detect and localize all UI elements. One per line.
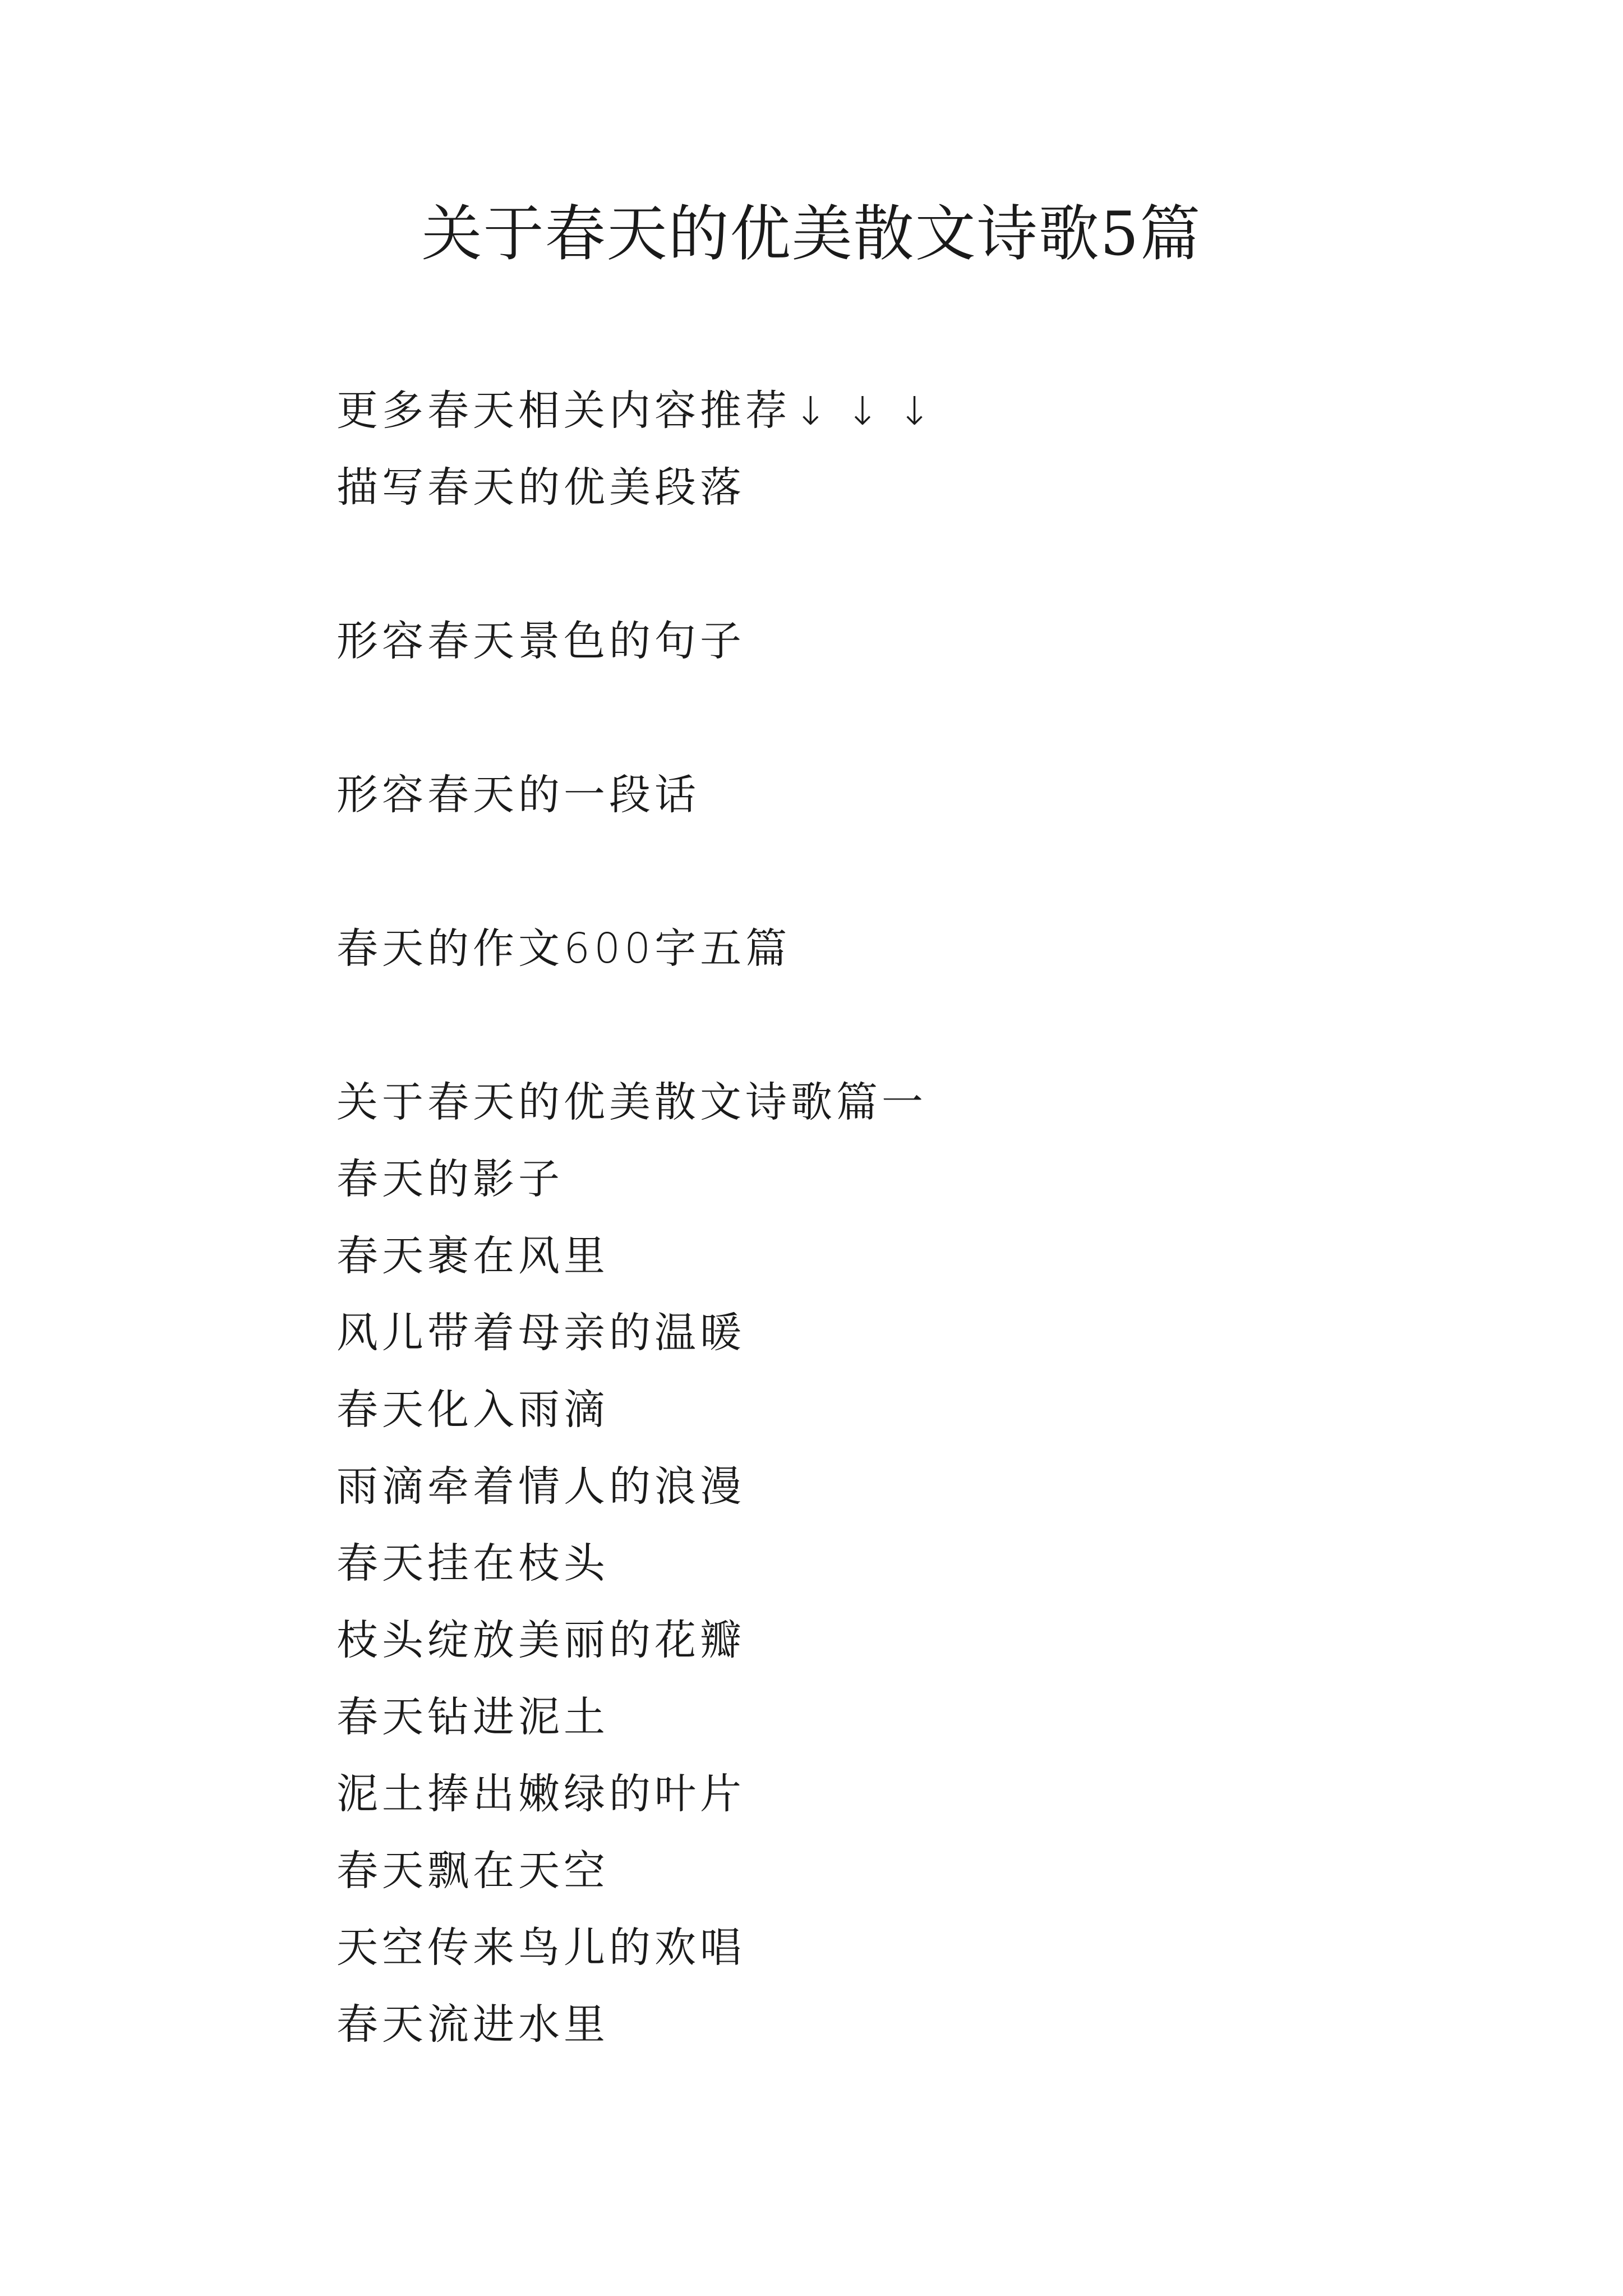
recommend-heading-text: 更多春天相关内容推荐 <box>336 386 791 435</box>
recommend-link[interactable]: 春天的作文600字五篇 <box>336 924 791 973</box>
poem-line: 春天流进水里 <box>336 2000 609 2049</box>
document-body <box>336 372 1514 2063</box>
spacer <box>336 526 1514 603</box>
down-arrows-icon: ↓↓↓ <box>794 388 950 434</box>
spacer <box>336 834 1514 910</box>
document-title: 关于春天的优美散文诗歌5篇 <box>421 199 1202 269</box>
poem-line: 春天挂在枝头 <box>336 1539 609 1588</box>
recommend-link[interactable]: 形容春天的一段话 <box>336 771 700 819</box>
recommend-link[interactable]: 形容春天景色的句子 <box>336 617 745 665</box>
poem-title: 春天的影子 <box>336 1155 564 1203</box>
spacer <box>336 680 1514 757</box>
poem-line: 春天钻进泥土 <box>336 1693 609 1741</box>
poem-line: 泥土捧出嫩绿的叶片 <box>336 1770 745 1818</box>
recommend-heading <box>336 372 1514 449</box>
poem-line: 春天裹在风里 <box>336 1232 609 1280</box>
poem-line: 春天化入雨滴 <box>336 1386 609 1434</box>
section-heading: 关于春天的优美散文诗歌篇一 <box>336 1078 927 1126</box>
poem-line: 风儿带着母亲的温暖 <box>336 1309 745 1357</box>
poem-line: 天空传来鸟儿的欢唱 <box>336 1924 745 1972</box>
poem-line: 雨滴牵着情人的浪漫 <box>336 1462 745 1511</box>
recommend-link[interactable]: 描写春天的优美段落 <box>336 463 745 512</box>
poem-line: 枝头绽放美丽的花瓣 <box>336 1616 745 1664</box>
spacer <box>336 987 1514 1064</box>
poem-line: 春天飘在天空 <box>336 1847 609 1895</box>
